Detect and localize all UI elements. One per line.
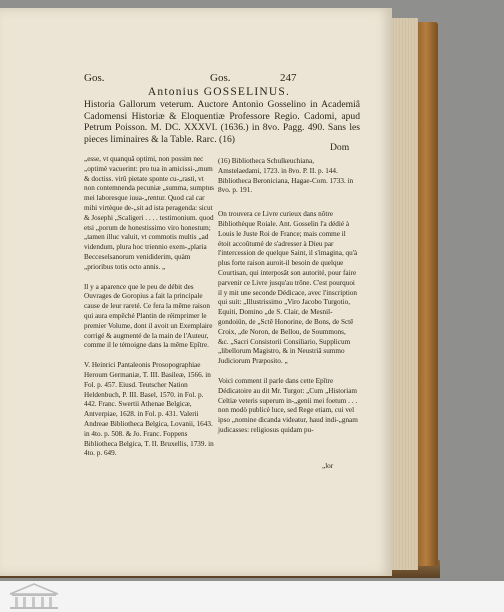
right-column (218, 157, 358, 436)
book-cover-edge (418, 22, 438, 566)
entry-title: Historia Gallorum veterum. Auctore Antonio Gosselino in Academiâ Cadomensi Historiæ & Eloquentiæ Professore Regio. Cadomi, apud Petrum Poisson. M. DC. XXXVI. (1636.) in 8vo. Pagg. 490. Sans les pieces liminaires & la Table. Rarc. (16) (84, 99, 360, 145)
left-paragraph: „esse, vt quanquâ optimi, non possim nec „optimè vacuerint: pro tua in amicissi-„mum & doctiss. virû pietate sponte cu-„rasti, vt non contemnenda pecuniæ „summa, sumptus mei laboresque iuua-„rentur. Quod cal car mihi virtèque de-„sit ad ista peragenda: sicut & Josephi „Scaligeri . . . . testimonium. quod etsi „porum de honestissimo viro honestum; „tamen illuc valuit, vt commotis multis „ad videndum, plura hoc triennio exem-„plaria Becceselsanorum venididerim, quàm „prioribus totis octo annis. „ (84, 155, 214, 271)
library-building-icon (6, 582, 62, 610)
page-edges (392, 18, 418, 570)
footnote: (16) Bibliotheca Schulkeuchiana, Amstelaedami, 1723. in 8vo. P. II. p. 144. Bibliotheca Beroniciana, Hagae-Com. 1733. in 8vo. p. 191. (218, 157, 354, 195)
viewer-footer (0, 581, 504, 612)
right-paragraph: Voici comment il parle dans cette Epître Dédicatoire au dit Mr. Turgot: „Cum „Historiam Celtiæ veteris superum in-„genii mei foetum . . . non modò publicè luce, sed Rege etiam, cui vel ipso „nomine dicanda videatur, haud indi-„gnam judicasses: religiosus quidam pu- (218, 376, 358, 434)
entry-author: Antonius GOSSELINUS. (147, 86, 291, 98)
running-head-left: Gos. (84, 72, 105, 84)
running-head-middle: Gos. (210, 72, 231, 84)
left-paragraph: Il y a aparence que le peu de débit des Ouvrages de Goropius a fait la principale cause de leur rareté. Ce fera la même raison qui aura empêché Plantin de réimprimer le premier Volume, dont il avoit un Exemplaire corrigé & augmenté de la main de l'Auteur, comme il le témoigne dans la même Epître. (84, 282, 213, 350)
left-paragraph: V. Heinrici Pantaleonis Prosopographiae Heroum Germaniæ, T. III. Basileæ, 1566. in Fol. p. 457. Eiusd. Teutscher Nation Heldenbuch, P. III. Basel, 1570. in Fol. p. 442. Franc. Swertii Athenae Belgicæ, Antverpiae, 1628. in Fol. p. 431. Valerii Andreae Bibliotheca Belgica, Lovanii, 1643. in 4to. p. 508. & Jo. Franc. Foppens Bibliotheca Belgica, T. II. Bruxellis, 1739. in 4to. p. 649. (84, 361, 214, 458)
catchword: Dom (330, 142, 350, 153)
column-catchword: „lor (322, 462, 334, 470)
right-paragraph: On trouvera ce Livre curieux dans nôtre Bibliothèque Roiale. Ant. Gosselin l'a dédié à Louis le Juste Roi de France; mais comme il étoit accoûtumé de s'adresser à Dieu par l'intercession de quelque Saint, il s'imagina, qu'à plus forte raison auroit-il besoin de quelque Courtisan, qui interposât son autorité, pour faire parvenir ce Livre jusqu'au trône. C'est pourquoi il y mit une seconde Dédicace, avec l'inscription qui suit: „Illustrissimo „Viro Jacobo Turgotio, Equiti, Domino „de S. Clair, de Mesnil-gondoiün, de „Sctê Honorine, de Bons, de Sctê Croix, „de Noron, de Bellou, de Soummons, &c. „Sacri Consistorii Consiliario, Supplicum „libellorum Magistro, & in Neustriâ summo Judiciorum Præposito. „ (218, 210, 358, 366)
page-number: 247 (280, 72, 297, 84)
left-column (84, 155, 214, 459)
